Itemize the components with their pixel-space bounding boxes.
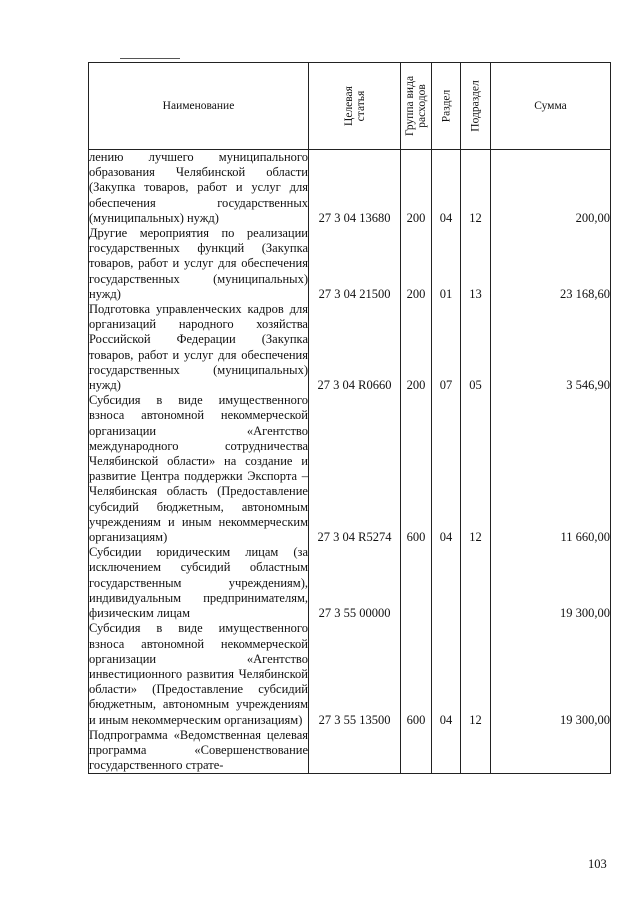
cell-name: Субсидия в виде имущественного взноса автономной некоммерческой организации «Агентство международного сотрудничества Челябинской области» на создание и развитие Центра поддержки Экспорта – Челябинская область (Предоставление субсидий бюджетным, автономным учреждениям и иным некоммерческим организациям) — [89, 393, 308, 545]
cell-sum: 200,00 — [491, 150, 611, 227]
budget-table — [88, 62, 611, 774]
cell-article: 27 3 04 13680 — [309, 150, 401, 227]
header-sum: Сумма — [491, 63, 611, 150]
cell-section: 01 — [432, 226, 461, 302]
header-article: Целевая статья — [309, 63, 401, 150]
header-group: Группа вида расходов — [401, 63, 432, 150]
cell-subsection: 05 — [461, 302, 491, 393]
cell-section: 04 — [432, 393, 461, 545]
cell-subsection: 12 — [461, 150, 491, 227]
cell-article: 27 3 04 21500 — [309, 226, 401, 302]
cell-sum: 19 300,00 — [491, 545, 611, 621]
cell-subsection — [461, 545, 491, 621]
table-header-row — [89, 63, 611, 150]
cell-name: Субсидии юридическим лицам (за исключением субсидий областным государственным учреждениям), индивидуальным предпринимателям, физическим лицам — [89, 545, 308, 621]
cell-section: 07 — [432, 302, 461, 393]
table-row — [89, 302, 611, 393]
table-row — [89, 545, 611, 621]
cell-group — [401, 545, 432, 621]
cell-sum: 11 660,00 — [491, 393, 611, 545]
cell-name: Подготовка управленческих кадров для организаций народного хозяйства Российской Федерации (Закупка товаров, работ и услуг для обеспечения государственных (муниципальных) нужд) — [89, 302, 308, 393]
cell-name: лению лучшего муниципального образования Челябинской области (Закупка товаров, работ и услуг для обеспечения государственных (муниципальных) нужд) — [89, 150, 308, 225]
cell-name: Субсидия в виде имущественного взноса автономной некоммерческой организации «Агентство инвестиционного развития Челябинской области» (Предоставление субсидий бюджетным, автономным учреждениям и иным некоммерческим организациям) — [89, 621, 308, 727]
cell-name: Другие мероприятия по реализации государственных функций (Закупка товаров, работ и услуг для обеспечения государственных (муниципальных) нужд) — [89, 226, 308, 301]
cell-name: Подпрограмма «Ведомственная целевая программа «Совершенствование государственного страте- — [89, 727, 308, 773]
cell-article: 27 3 55 00000 — [309, 545, 401, 621]
cell-group: 200 — [401, 302, 432, 393]
header-subsection: Подраздел — [461, 63, 491, 150]
cell-subsection: 12 — [461, 621, 491, 727]
table-row — [89, 728, 611, 774]
table-row — [89, 621, 611, 727]
cell-sum: 19 300,00 — [491, 621, 611, 727]
table-row — [89, 150, 611, 227]
cell-group: 200 — [401, 150, 432, 227]
cell-group: 600 — [401, 621, 432, 727]
cell-article: 27 3 04 R5274 — [309, 393, 401, 545]
cell-sum: 23 168,60 — [491, 226, 611, 302]
cell-section: 04 — [432, 150, 461, 227]
table-row — [89, 393, 611, 545]
cell-sum — [491, 728, 611, 774]
cell-subsection: 13 — [461, 226, 491, 302]
top-rule-mark — [120, 58, 180, 59]
cell-subsection — [461, 728, 491, 774]
cell-sum: 3 546,90 — [491, 302, 611, 393]
header-name: Наименование — [89, 63, 309, 150]
cell-section: 04 — [432, 621, 461, 727]
cell-article: 27 3 04 R0660 — [309, 302, 401, 393]
cell-article — [309, 728, 401, 774]
header-section: Раздел — [432, 63, 461, 150]
table-row — [89, 226, 611, 302]
cell-subsection: 12 — [461, 393, 491, 545]
cell-article: 27 3 55 13500 — [309, 621, 401, 727]
cell-group: 600 — [401, 393, 432, 545]
cell-group: 200 — [401, 226, 432, 302]
cell-section — [432, 728, 461, 774]
cell-section — [432, 545, 461, 621]
page-number: 103 — [588, 857, 607, 871]
cell-group — [401, 728, 432, 774]
